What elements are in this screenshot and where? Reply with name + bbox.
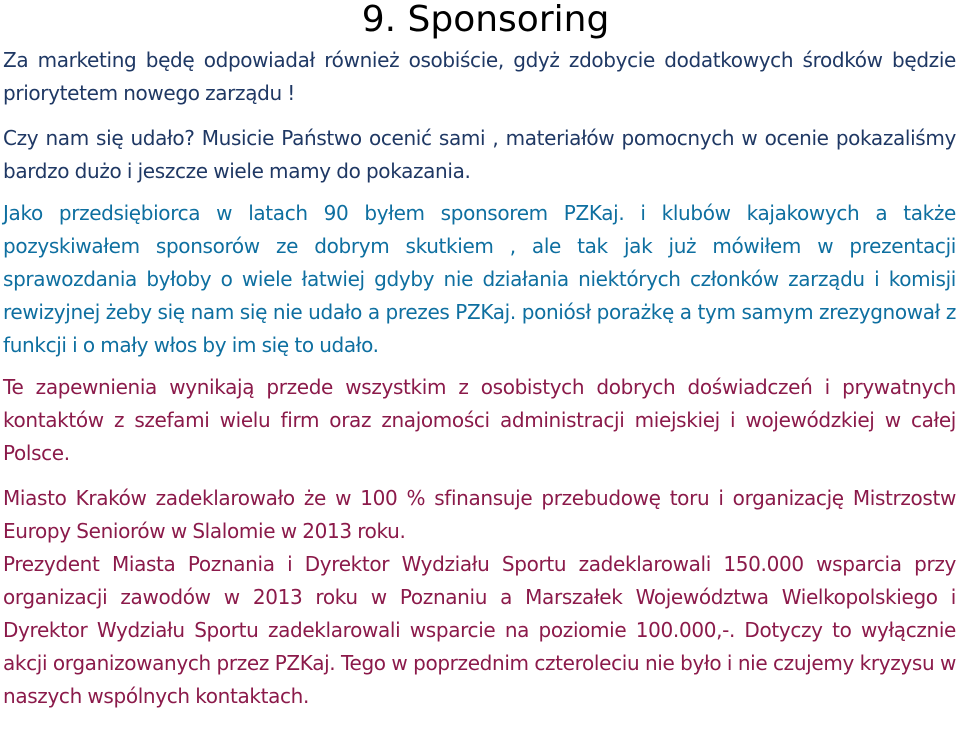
paragraph-question: Czy nam się udało? Musicie Państwo ocenić sami , materiałów pomocnych w ocenie pokazaliśmy bardzo dużo i jeszcze wiele mamy do pokazania.: [3, 126, 956, 183]
slide-title: 9. Sponsoring: [361, 0, 610, 40]
paragraph-assurances: Te zapewnienia wynikają przede wszystkim z osobistych dobrych doświadczeń i prywatnych kontaktów z szefami wielu firm oraz znajomości administracji miejskiej i wojewódzkiej w całej Polsce.: [3, 375, 956, 465]
paragraph-entrepreneur: Jako przedsiębiorca w latach 90 byłem sponsorem PZKaj. i klubów kajakowych a także pozyskiwałem sponsorów ze dobrym skutkiem , ale tak jak już mówiłem w prezentacji sprawozdania byłoby o wiele łatwiej gdyby nie działania niektórych członków zarządu i komisji rewizyjnej żeby się nam się nie udało a prezes PZKaj. poniósł porażkę a tym samym zrezygnował z funkcji i o mały włos by im się to udało.: [3, 201, 956, 357]
paragraph-krakow: Miasto Kraków zadeklarowało że w 100 % sfinansuje przebudowę toru i organizację Mistrzostw Europy Seniorów w Slalomie w 2013 roku.: [3, 486, 956, 543]
paragraph-marketing: Za marketing będę odpowiadał również osobiście, gdyż zdobycie dodatkowych środków będzie priorytetem nowego zarządu !: [3, 48, 956, 105]
paragraph-poznan: Prezydent Miasta Poznania i Dyrektor Wydziału Sportu zadeklarowali 150.000 wsparcia przy organizacji zawodów w 2013 roku w Poznaniu a Marszałek Województwa Wielkopolskiego i Dyrektor Wydziału Sportu zadeklarowali wsparcie na poziomie 100.000,-. Dotyczy to wyłącznie akcji organizowanych przez PZKaj. Tego w poprzednim czteroleciu nie było i nie czujemy kryzysu w naszych wspólnych kontaktach.: [3, 552, 956, 708]
